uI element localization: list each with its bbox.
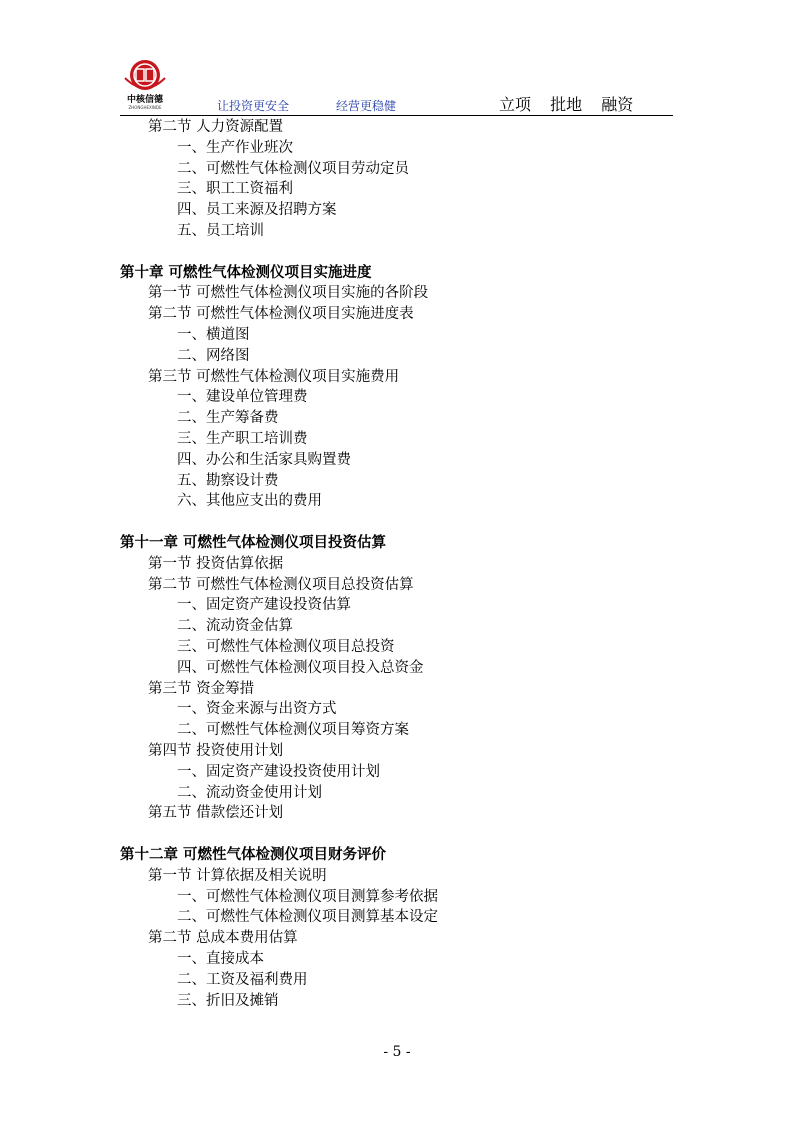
toc-subsection: 一、横道图: [177, 327, 250, 343]
toc-subsection: 二、流动资金估算: [177, 618, 293, 635]
toc-subsection: 二、可燃性气体检测仪项目筹资方案: [177, 722, 409, 739]
toc-section: 第二节 人力资源配置: [148, 119, 284, 135]
toc-subsection: 四、办公和生活家具购置费: [177, 451, 351, 468]
toc-subsection: 二、工资及福利费用: [177, 971, 308, 988]
toc-subsection: 二、生产筹备费: [177, 410, 279, 427]
toc-subsection: 一、生产作业班次: [177, 139, 293, 156]
toc-section: 第一节 投资估算依据: [148, 555, 284, 572]
toc-subsection: 三、折旧及摊销: [177, 992, 279, 1009]
toc-subsection: 二、流动资金使用计划: [177, 784, 322, 801]
toc-section: 第三节 资金筹措: [148, 680, 255, 697]
svg-text:中核信德: 中核信德: [126, 95, 164, 105]
toc-subsection: 一、资金来源与出资方式: [177, 701, 337, 718]
toc-subsection: 六、其他应支出的费用: [177, 493, 322, 510]
toc-subsection: 二、可燃性气体检测仪项目劳动定员: [177, 160, 409, 177]
toc-subsection: 一、直接成本: [177, 951, 264, 967]
toc-subsection: 二、网络图: [177, 347, 250, 364]
toc-chapter: 第十章 可燃性气体检测仪项目实施进度: [120, 263, 372, 281]
tag-land-approval: 批地: [550, 95, 583, 114]
toc-chapter: 第十一章 可燃性气体检测仪项目投资估算: [120, 534, 387, 551]
toc-subsection: 一、可燃性气体检测仪项目测算参考依据: [177, 888, 438, 905]
toc-subsection: 三、可燃性气体检测仪项目总投资: [177, 639, 395, 655]
toc-section: 第一节 计算依据及相关说明: [148, 867, 327, 884]
toc-section: 第五节 借款偿还计划: [148, 805, 284, 822]
toc-section: 第一节 可燃性气体检测仪项目实施的各阶段: [148, 285, 429, 302]
header-tags: [499, 92, 647, 115]
toc-subsection: 一、建设单位管理费: [177, 389, 308, 406]
tag-financing: 融资: [601, 95, 634, 114]
company-logo-icon: [117, 54, 173, 110]
toc-section: 第三节 可燃性气体检测仪项目实施费用: [148, 368, 400, 385]
toc-subsection: 五、勘察设计费: [177, 472, 279, 489]
slogan-safe-investment: 让投资更安全: [217, 99, 290, 113]
toc-section: 第二节 可燃性气体检测仪项目总投资估算: [148, 576, 414, 593]
tag-project-approval: 立项: [499, 95, 532, 114]
toc-subsection: 五、员工培训: [177, 223, 264, 239]
header-divider: [120, 115, 673, 116]
svg-text:ZHONGHEXINDE: ZHONGHEXINDE: [128, 105, 162, 110]
toc-section: 第二节 可燃性气体检测仪项目实施进度表: [148, 306, 414, 323]
toc-subsection: 四、可燃性气体检测仪项目投入总资金: [177, 659, 424, 676]
toc-chapter: 第十二章 可燃性气体检测仪项目财务评价: [120, 846, 387, 863]
slogan-stable-operation: 经营更稳健: [336, 99, 397, 113]
toc-subsection: 一、固定资产建设投资使用计划: [177, 763, 380, 780]
toc-subsection: 四、员工来源及招聘方案: [177, 202, 337, 219]
toc-section: 第四节 投资使用计划: [148, 743, 284, 759]
toc-subsection: 一、固定资产建设投资估算: [177, 597, 351, 614]
toc-section: 第二节 总成本费用估算: [148, 930, 298, 947]
toc-subsection: 二、可燃性气体检测仪项目测算基本设定: [177, 909, 438, 926]
toc-subsection: 三、职工工资福利: [177, 181, 293, 198]
page-number: - 5 -: [383, 1044, 411, 1060]
toc-subsection: 三、生产职工培训费: [177, 431, 308, 447]
